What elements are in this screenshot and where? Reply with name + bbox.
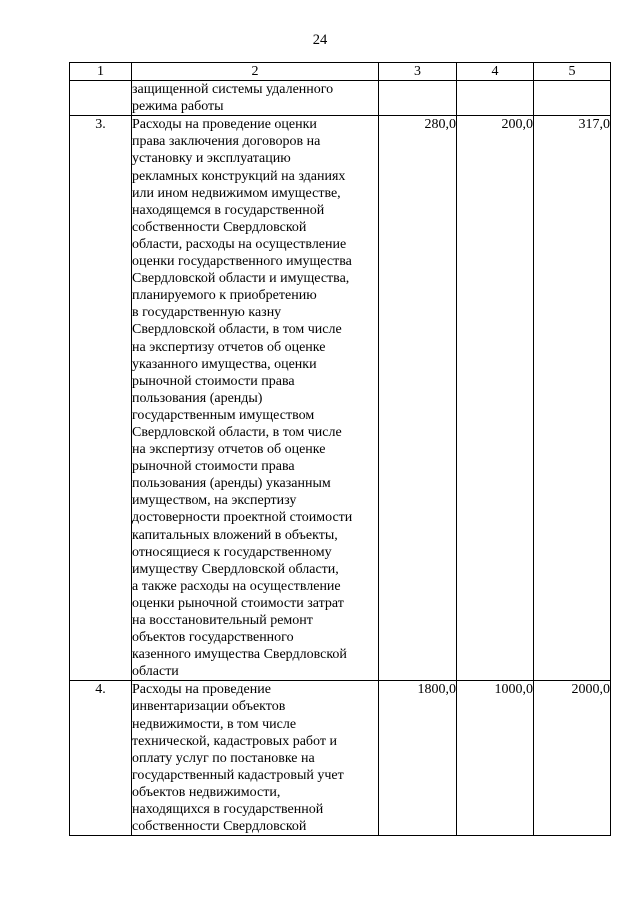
column-header-5: 5	[534, 63, 611, 81]
row-value-col4: 1000,0	[457, 681, 534, 836]
row-value-col5	[534, 81, 611, 116]
column-header-1: 1	[70, 63, 132, 81]
description-line: объектов недвижимости,	[132, 784, 281, 800]
description-line: достоверности проектной стоимости	[132, 510, 353, 526]
column-header-3: 3	[379, 63, 457, 81]
table-row	[70, 116, 611, 681]
description-line: на восстановительный ремонт	[132, 613, 313, 628]
description-line: Свердловской области и имущества,	[132, 271, 350, 287]
description-line: недвижимости, в том числе	[132, 716, 297, 732]
column-header-4: 4	[457, 63, 534, 81]
row-description-cell	[132, 681, 379, 836]
description-line: относящиеся к государственному	[132, 544, 332, 560]
description-line: имуществом, на экспертизу	[132, 493, 297, 509]
description-line: государственным имуществом	[132, 407, 315, 423]
description-line: Расходы на проведение оценки	[132, 117, 317, 133]
row-value-col3: 1800,0	[379, 681, 457, 836]
description-line: установку и эксплуатацию	[132, 151, 291, 167]
budget-table-body	[70, 63, 611, 836]
description-line: а также расходы на осуществление	[132, 578, 341, 594]
description-line: или ином недвижимом имуществе,	[132, 185, 341, 201]
description-line: государственный кадастровый учет	[132, 767, 344, 783]
row-number-cell: 4.	[70, 681, 132, 836]
row-value-col5: 2000,0	[534, 681, 611, 836]
description-line: планируемого к приобретению	[132, 288, 317, 304]
description-line: имуществу Свердловской области,	[132, 561, 339, 577]
description-line: рекламных конструкций на зданиях	[132, 168, 346, 184]
description-line: рыночной стоимости права	[132, 373, 295, 389]
row-description-cell	[132, 116, 379, 681]
description-line: защищенной системы удаленного	[132, 82, 334, 98]
description-line: области, расходы на осуществление	[132, 236, 347, 252]
row-value-col5: 317,0	[534, 116, 611, 681]
description-line: находящихся в государственной	[132, 802, 324, 818]
description-line: пользования (аренды) указанным	[132, 476, 331, 492]
description-line: капитальных вложений в объекты,	[132, 527, 338, 543]
description-line: оценки государственного имущества	[132, 254, 352, 270]
row-number-cell: 3.	[70, 116, 132, 681]
description-line: оплату услуг по постановке на	[132, 750, 315, 766]
description-line: казенного имущества Свердловской	[132, 647, 347, 663]
description-line: собственности Свердловской	[132, 219, 307, 235]
description-line: инвентаризации объектов	[132, 699, 286, 715]
table-row	[70, 81, 611, 116]
table-row	[70, 681, 611, 836]
row-value-col4: 200,0	[457, 116, 534, 681]
description-line: оценки рыночной стоимости затрат	[132, 595, 344, 611]
budget-table	[69, 62, 611, 836]
description-line: режима работы	[132, 99, 224, 115]
description-line: собственности Свердловской	[132, 819, 307, 835]
description-line: находящемся в государственной	[132, 202, 325, 218]
description-line: Свердловской области, в том числе	[132, 322, 342, 338]
description-line: указанного имущества, оценки	[132, 356, 317, 372]
description-line: объектов государственного	[132, 630, 294, 646]
row-description-cell	[132, 81, 379, 116]
column-header-2: 2	[132, 63, 379, 81]
row-value-col3	[379, 81, 457, 116]
description-line: на экспертизу отчетов об оценке	[132, 339, 326, 355]
column-number-row	[70, 63, 611, 81]
row-value-col4	[457, 81, 534, 116]
description-line: технической, кадастровых работ и	[132, 733, 337, 749]
description-line: рыночной стоимости права	[132, 459, 295, 475]
description-line: области	[132, 664, 179, 680]
row-number-cell	[70, 81, 132, 116]
row-value-col3: 280,0	[379, 116, 457, 681]
page-number: 24	[312, 32, 328, 48]
description-line: в государственную казну	[132, 305, 282, 321]
description-line: Расходы на проведение	[132, 682, 271, 698]
description-line: права заключения договоров на	[132, 134, 321, 150]
description-line: Свердловской области, в том числе	[132, 424, 342, 440]
description-line: пользования (аренды)	[132, 390, 263, 406]
description-line: на экспертизу отчетов об оценке	[132, 442, 326, 458]
